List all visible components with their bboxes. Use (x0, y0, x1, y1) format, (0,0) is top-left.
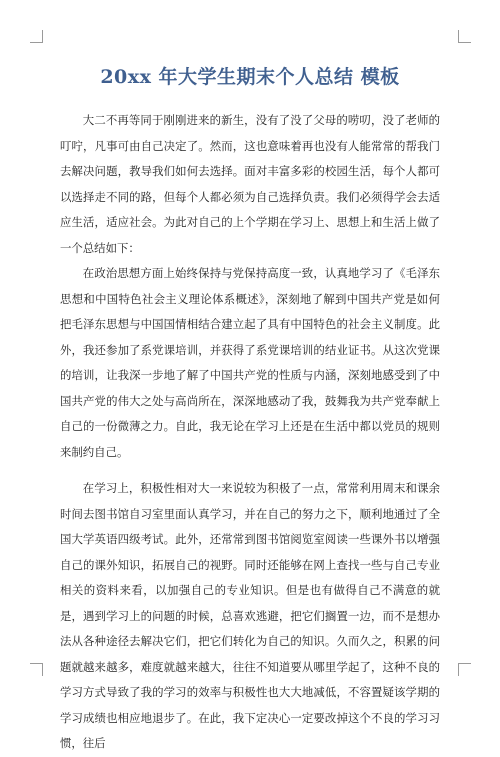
crop-mark-bottom-left (30, 663, 43, 676)
paragraph-intro: 大二不再等同于刚刚进来的新生，没有了没了父母的唠叨，没了老师的叮咛，凡事可由自己决定了。然而，这也意味着再也没有人能常常的帮我门去解决问题，教导我们如何去选择。面对丰富多彩的校园生活，每个人都可以选择走不同的路，但每个人都必须为自己选择负责。我们必须得学会去适应生活，适应社会。为此对自己的上个学期在学习上、思想上和生活上做了一个总结如下： (60, 113, 440, 255)
crop-mark-bottom-right (458, 663, 471, 676)
paragraph-politics: 在政治思想方面上始终保持与党保持高度一致，认真地学习了《毛泽东思想和中国特色社会主义理论体系概述》，深刻地了解到中国共产党是如何把毛泽东思想与中国国情相结合建立起了具有中国特色的社会主义制度。此外，我还参加了系党课培训，并获得了系党课培训的结业证书。从这次党课的培训，让我深一步地了解了中国共产党的性质与内涵，深刻地感受到了中国共产党的伟大之处与高尚所在，深深地感动了我，鼓舞我为共产党奉献上自己的一份微薄之力。自此，我无论在学习上还是在生活中都以党员的规则来制约自己。 (60, 266, 440, 459)
paragraph-study: 在学习上，积极性相对大一来说较为积极了一点，常常利用周末和课余时间去图书馆自习室里面认真学习，并在自己的努力之下，顺利地通过了全国大学英语四级考试。此外，还常常到图书馆阅览室阅读一些课外书以增强自己的课外知识，拓展自己的视野。同时还能够在网上查找一些与自己专业相关的资料来看，以加强自己的专业知识。但是也有做得自己不满意的就是，遇到学习上的问题的时候，总喜欢逃避，把它们搁置一边，而不是想办法从各种途径去解决它们，把它们转化为自己的知识。久而久之，积累的问题就越来越多，难度就越来越大，往往不知道要从哪里学起了，这种不良的学习方式导致了我的学习的效率与积极性也大大地减低，不容置疑该学期的学习成绩也相应地退步了。在此，我下定决心一定要改掉这个不良的学习习惯，往后 (60, 481, 440, 750)
document-title: 20xx 年大学生期末个人总结 模板 (100, 66, 400, 88)
crop-mark-top-right (458, 30, 471, 43)
document-body (60, 108, 440, 757)
crop-mark-top-left (30, 30, 43, 43)
